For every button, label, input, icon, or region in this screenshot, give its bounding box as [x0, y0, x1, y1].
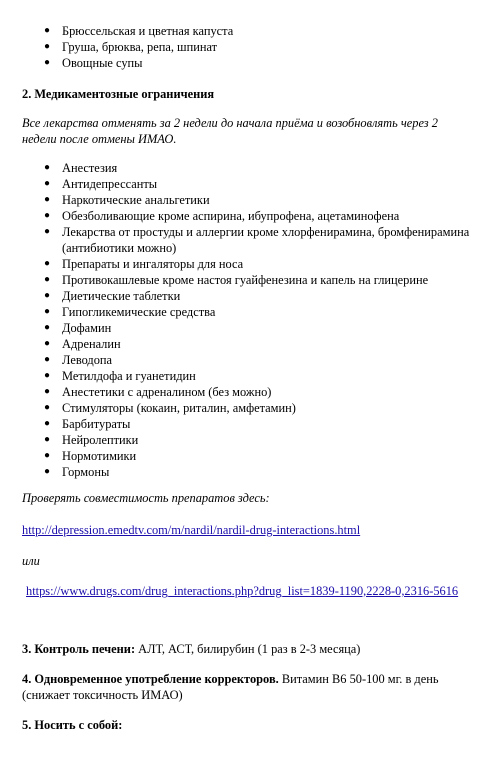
- bullet-icon: ●: [44, 338, 51, 349]
- list-item: ● Дофамин: [44, 321, 112, 335]
- section-2-note: Все лекарства отменять за 2 недели до начала приёма и возобновлять через 2 недели после отмены ИМАО.: [22, 116, 438, 146]
- list-item: ● Метилдофа и гуанетидин: [44, 369, 196, 383]
- drugs-com-link[interactable]: https://www.drugs.com/drug_interactions.php?drug_list=1839-1190,2228-0,2316-5616: [26, 584, 459, 598]
- list-item: ● Противокашлевые кроме настоя гуайфенезина и капель на глицерине: [44, 273, 429, 287]
- section-2-heading: 2. Медикаментозные ограничения: [22, 87, 215, 101]
- section-4-heading: 4. Одновременное употребление корректоров.: [22, 672, 279, 686]
- bullet-icon: ●: [44, 290, 51, 301]
- list-item: ● Нормотимики: [44, 449, 137, 463]
- list-item: ● Брюссельская и цветная капуста: [44, 24, 234, 38]
- medication-list: [44, 160, 474, 480]
- list-item: ● Гормоны: [44, 465, 110, 479]
- list-item: ● Обезболивающие кроме аспирина, ибупрофена, ацетаминофена: [44, 209, 400, 223]
- bullet-icon: ●: [44, 306, 51, 317]
- list-item: ● Анестетики с адреналином (без можно): [44, 385, 272, 399]
- section-4: [22, 671, 470, 703]
- list-item: ● Антидепрессанты: [44, 177, 158, 191]
- bullet-icon: ●: [44, 322, 51, 333]
- link-block-1: [22, 522, 462, 538]
- emedtv-link[interactable]: http://depression.emedtv.com/m/nardil/nardil-drug-interactions.html: [22, 523, 361, 537]
- section-3-heading: 3. Контроль печени:: [22, 642, 136, 656]
- bullet-icon: ●: [44, 210, 51, 221]
- bullet-icon: ●: [44, 162, 51, 173]
- list-item: ● Овощные супы: [44, 56, 143, 70]
- bullet-icon: ●: [44, 258, 51, 269]
- bullet-icon: ●: [44, 25, 51, 36]
- bullet-icon: ●: [44, 354, 51, 365]
- vegetable-list: [44, 23, 474, 71]
- list-item: ● Нейролептики: [44, 433, 139, 447]
- bullet-icon: ●: [44, 386, 51, 397]
- or-text: или: [22, 554, 40, 568]
- list-item: ● Анестезия: [44, 161, 118, 175]
- list-item: ● Гипогликемические средства: [44, 305, 216, 319]
- bullet-icon: ●: [44, 41, 51, 52]
- bullet-icon: ●: [44, 274, 51, 285]
- list-item: ● Лекарства от простуды и аллергии кроме хлорфенирамина, бромфенирамина (антибиотики можно): [44, 225, 470, 255]
- bullet-icon: ●: [44, 450, 51, 461]
- bullet-icon: ●: [44, 402, 51, 413]
- bullet-icon: ●: [44, 466, 51, 477]
- list-item: ● Стимуляторы (кокаин, риталин, амфетамин): [44, 401, 296, 415]
- bullet-icon: ●: [44, 194, 51, 205]
- section-3-text: АЛТ, АСТ, билирубин (1 раз в 2-3 месяца): [135, 642, 361, 656]
- bullet-icon: ●: [44, 178, 51, 189]
- bullet-icon: ●: [44, 434, 51, 445]
- section-5-heading: 5. Носить с собой:: [22, 718, 123, 732]
- section-4-text: Витамин В6 50-100 мг. в день (снижает токсичность ИМАО): [22, 672, 439, 702]
- list-item: ● Груша, брюква, репа, шпинат: [44, 40, 218, 54]
- list-item: ● Адреналин: [44, 337, 121, 351]
- bullet-icon: ●: [44, 418, 51, 429]
- list-item: ● Барбитураты: [44, 417, 131, 431]
- list-item: ● Наркотические анальгетики: [44, 193, 210, 207]
- bullet-icon: ●: [44, 226, 51, 237]
- section-3: [22, 641, 472, 657]
- compatibility-note: Проверять совместимость препаратов здесь:: [22, 491, 270, 505]
- link-block-2: [26, 583, 466, 599]
- list-item: ● Препараты и ингаляторы для носа: [44, 257, 244, 271]
- list-item: ● Леводопа: [44, 353, 113, 367]
- bullet-icon: ●: [44, 370, 51, 381]
- list-item: ● Диетические таблетки: [44, 289, 181, 303]
- bullet-icon: ●: [44, 57, 51, 68]
